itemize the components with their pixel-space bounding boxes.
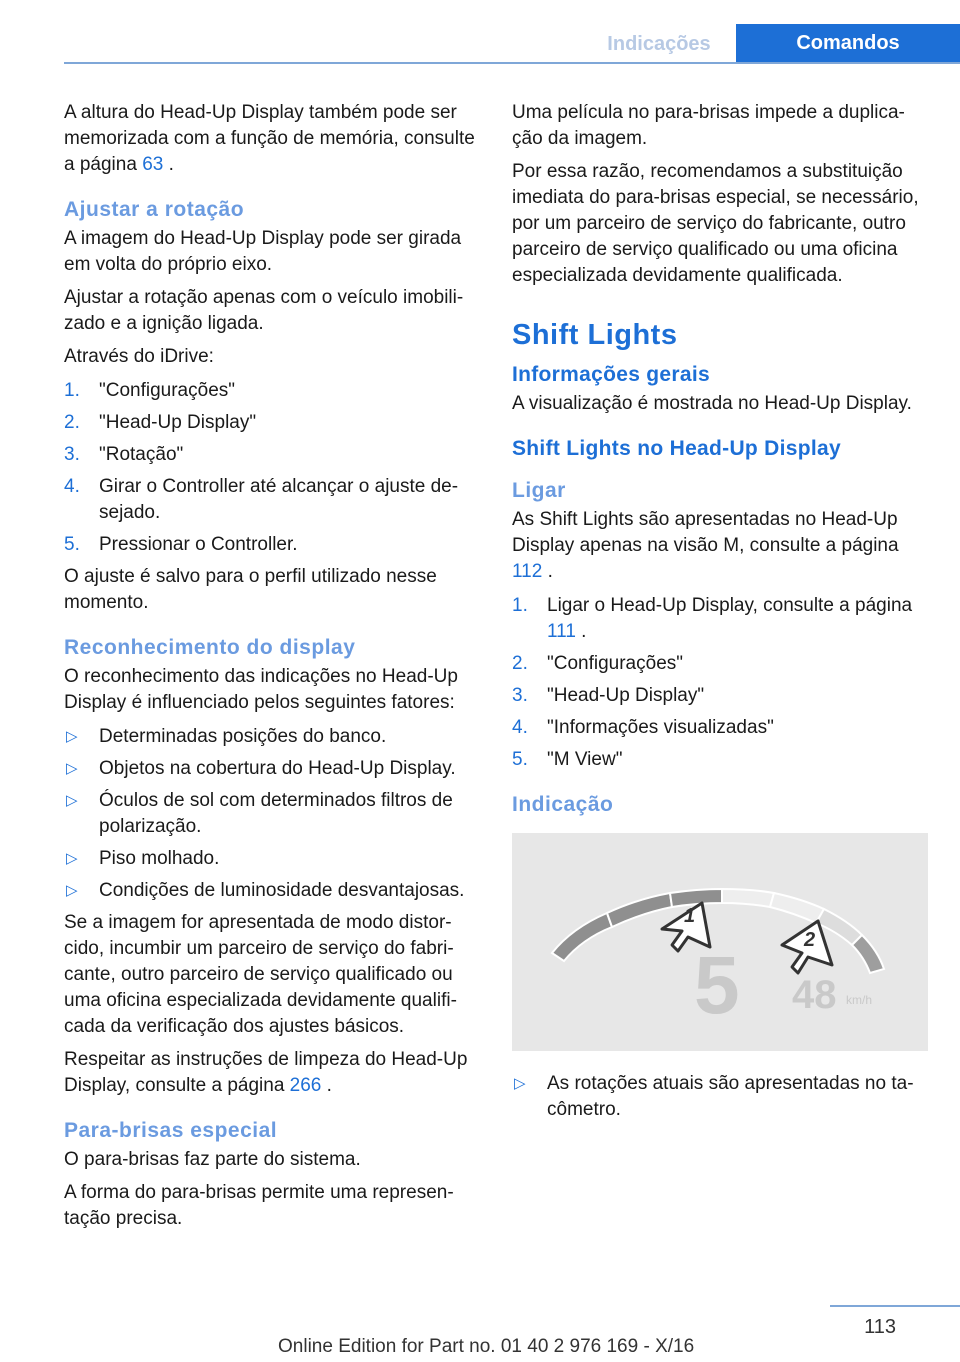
speed-unit: km/h [846, 993, 873, 1007]
list-item: ▷ Determinadas posições do banco. [64, 724, 480, 750]
page-number: 113 [864, 1316, 896, 1338]
heading-ajustar-rotacao: Ajustar a rotação [64, 198, 245, 221]
paragraph: A forma do para-brisas permite uma representação precisa. [64, 1182, 454, 1229]
heading-shift-lights-hud: Shift Lights no Head-Up Display [512, 437, 841, 460]
footer-rule [830, 1305, 960, 1307]
paragraph: Por essa razão, recomendamos a substituição imediata do para-brisas especial, se necessário, por um parceiro de serviço do fabricante, outro parceiro de serviço qualificado ou uma oficina especializada devidamente qualificada. [512, 161, 919, 286]
page-link-111[interactable]: 111 [547, 621, 576, 642]
header-rule [64, 62, 960, 64]
paragraph: Ajustar a rotação apenas com o veículo imobilizado e a ignição ligada. [64, 287, 464, 334]
heading-reconhecimento: Reconhecimento do display [64, 636, 356, 659]
page-link-266[interactable]: 266 [289, 1075, 322, 1096]
triangle-bullet-icon: ▷ [66, 760, 78, 777]
heading-informacoes-gerais: Informações gerais [512, 363, 710, 386]
list-item: 5. Pressionar o Controller. [64, 534, 298, 555]
list-item: 4. "Informações visualizadas" [512, 717, 774, 738]
list-item: 2. "Configurações" [512, 653, 684, 674]
heading-ligar: Ligar [512, 479, 566, 502]
list-item: ▷ Objetos na cobertura do Head-Up Display. [64, 756, 480, 782]
tab-indicacoes[interactable]: Indicações [607, 33, 711, 55]
memory-paragraph: A altura do Head-Up Display também pode ser memorizada com a função de memória, consulte a página 63 . [64, 102, 475, 175]
online-edition-footer: Online Edition for Part no. 01 40 2 976 169 - X/16 [278, 1336, 695, 1357]
page-link-112[interactable]: 112 [512, 561, 543, 582]
list-item: ▷ Condições de luminosidade desvantajosas. [64, 878, 480, 904]
gear-indicator: 5 [694, 940, 740, 1031]
list-item: ▷ Piso molhado. [64, 846, 480, 872]
list-item: ▷ As rotações atuais são apresentadas no tacômetro. [514, 1073, 914, 1120]
triangle-bullet-icon: ▷ [66, 850, 78, 867]
right-column [512, 100, 928, 1129]
ligar-paragraph: As Shift Lights são apresentadas no Head-Up Display apenas na visão M, consulte a página 112 . [512, 509, 899, 582]
paragraph: A imagem do Head-Up Display pode ser girada em volta do próprio eixo. [64, 228, 462, 275]
paragraph: Uma película no para-brisas impede a duplicação da imagem. [512, 102, 905, 149]
list-item: 2. "Head-Up Display" [64, 412, 257, 433]
factor-list [64, 724, 480, 904]
list-item: ▷ Óculos de sol com determinados filtros de polarização. [66, 790, 453, 837]
paragraph: O ajuste é salvo para o perfil utilizado nesse momento. [64, 566, 437, 613]
list-item: 5. "M View" [512, 749, 623, 770]
callout-1-label: 1 [684, 905, 696, 927]
list-item: 3. "Head-Up Display" [512, 685, 705, 706]
triangle-bullet-icon: ▷ [514, 1075, 526, 1092]
paragraph: Se a imagem for apresentada de modo distorcido, incumbir um parceiro de serviço do fabricante, outro parceiro de serviço qualificado ou uma oficina especializada devidamente qualificada da verificação dos ajustes básicos. [64, 912, 457, 1037]
list-item: 1. Ligar o Head-Up Display, consulte a página 111 . [512, 595, 913, 642]
cleaning-paragraph: Respeitar as instruções de limpeza do Head-Up Display, consulte a página 266 . [64, 1049, 468, 1096]
left-column [64, 100, 480, 1239]
list-item: 3. "Rotação" [64, 444, 184, 465]
heading-para-brisas: Para-brisas especial [64, 1119, 278, 1142]
triangle-bullet-icon: ▷ [66, 792, 78, 809]
list-item: 1. "Configurações" [64, 380, 236, 401]
speed-indicator: 48 [792, 973, 837, 1017]
page-link-63[interactable]: 63 [142, 154, 164, 175]
heading-shift-lights: Shift Lights [512, 319, 678, 351]
paragraph: O reconhecimento das indicações no Head-Up Display é influenciado pelos seguintes fatores: [64, 666, 458, 713]
indicacao-list [512, 1071, 928, 1123]
paragraph: Através do iDrive: [64, 346, 214, 367]
callout-2-label: 2 [804, 929, 816, 951]
tab-comandos[interactable]: Comandos [736, 24, 960, 62]
paragraph: A visualização é mostrada no Head-Up Display. [512, 393, 912, 414]
paragraph: O para-brisas faz parte do sistema. [64, 1149, 361, 1170]
list-item: 4. Girar o Controller até alcançar o ajuste desejado. [64, 476, 459, 523]
triangle-bullet-icon: ▷ [66, 728, 78, 745]
triangle-bullet-icon: ▷ [66, 882, 78, 899]
shift-lights-figure [512, 833, 928, 1051]
ligar-steps [512, 593, 928, 773]
heading-indicacao: Indicação [512, 793, 614, 816]
rotation-steps [64, 378, 480, 558]
